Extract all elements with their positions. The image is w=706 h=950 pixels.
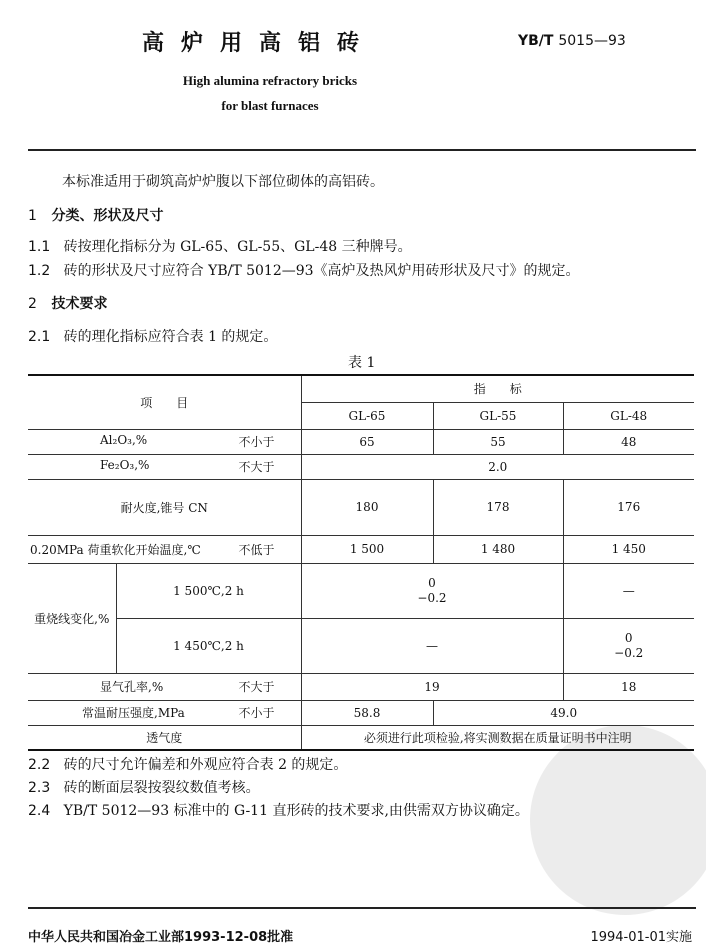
standard-number <box>518 33 626 49</box>
section-2-heading <box>28 293 108 313</box>
header-item: 项 目 <box>28 375 301 429</box>
row-ccs-label <box>28 700 301 725</box>
section-2-title: 技术要求 <box>51 296 108 312</box>
row-rul-cond: 不低于 <box>238 542 275 557</box>
row-permeability-value: 必须进行此项检验,将实测数据在质量证明书中注明 <box>301 725 694 750</box>
row-porosity-value: 19 <box>301 673 563 700</box>
clause-number: 2.3 <box>28 780 51 796</box>
row-ccs-name: 常温耐压强度,MPa <box>82 706 185 720</box>
row-porosity-name: 显气孔率,% <box>100 680 164 694</box>
clause-2-4 <box>28 800 529 820</box>
clause-number: 2.4 <box>28 803 51 819</box>
clause-number: 1.1 <box>28 239 51 255</box>
header-gl65: GL-65 <box>301 402 433 429</box>
clause-text: 砖的理化指标应符合表 1 的规定。 <box>63 329 278 345</box>
row-rul-gl48: 1 450 <box>563 535 694 563</box>
section-1-title: 分类、形状及尺寸 <box>51 208 164 224</box>
row-ccs-cond: 不小于 <box>238 706 275 720</box>
title-en-line2: for blast furnaces <box>221 98 319 113</box>
row-pl-sub1-value-a: 0 <box>428 575 436 590</box>
row-pl-sub2-value: — <box>301 618 563 673</box>
clause-text: YB/T 5012—93 标准中的 G-11 直形砖的技术要求,由供需双方协议确定。 <box>63 803 529 819</box>
clause-1-1 <box>28 236 412 256</box>
row-al2o3-cond: 不小于 <box>238 435 275 449</box>
clause-number: 1.2 <box>28 263 51 279</box>
row-refractoriness-label: 耐火度,锥号 CN <box>28 479 301 535</box>
document-title-en <box>170 68 370 118</box>
row-pl-sub1-value-b: −0.2 <box>417 590 447 605</box>
clause-number: 2.1 <box>28 329 51 345</box>
document-title-cn: 高炉用高铝砖 <box>142 31 377 56</box>
row-fe2o3-name: Fe₂O₃,% <box>100 458 150 472</box>
row-ccs-gl65: 58.8 <box>301 700 433 725</box>
bottom-rule <box>28 907 696 909</box>
clause-text: 砖按理化指标分为 GL-65、GL-55、GL-48 三种牌号。 <box>63 239 412 255</box>
row-permeability-label: 透气度 <box>28 725 301 750</box>
row-al2o3-name: Al₂O₃,% <box>100 433 148 447</box>
clause-2-2 <box>28 754 347 774</box>
standard-prefix: YB/T <box>518 33 554 49</box>
table-1 <box>28 374 694 751</box>
row-al2o3-gl48: 48 <box>563 429 694 454</box>
table-1-caption: 表 1 <box>348 355 376 371</box>
row-refractoriness-gl55: 178 <box>433 479 563 535</box>
row-refractoriness-gl65: 180 <box>301 479 433 535</box>
header-index: 指 标 <box>301 375 694 402</box>
row-pl-sub2-label: 1 450℃,2 h <box>116 618 301 673</box>
row-al2o3-gl55: 55 <box>433 429 563 454</box>
footer-approved: 中华人民共和国冶金工业部1993-12-08批准 <box>28 930 294 945</box>
row-rul-label <box>28 535 301 563</box>
clause-text: 砖的形状及尺寸应符合 YB/T 5012—93《高炉及热风炉用砖形状及尺寸》的规定。 <box>63 263 580 279</box>
row-fe2o3-value: 2.0 <box>301 454 694 479</box>
section-2-number: 2 <box>28 296 37 312</box>
section-1-heading <box>28 205 164 225</box>
row-pl-sub2-gl48-b: −0.2 <box>614 645 644 660</box>
row-pl-sub1-gl48: — <box>563 563 694 618</box>
clause-number: 2.2 <box>28 757 51 773</box>
row-pl-sub2-gl48 <box>563 618 694 673</box>
row-porosity-gl48: 18 <box>563 673 694 700</box>
row-porosity-cond: 不大于 <box>238 680 275 694</box>
row-fe2o3-cond: 不大于 <box>238 460 275 474</box>
row-pl-sub1-value <box>301 563 563 618</box>
clause-1-2 <box>28 260 580 280</box>
clause-text: 砖的尺寸允许偏差和外观应符合表 2 的规定。 <box>63 757 348 773</box>
header-gl55: GL-55 <box>433 402 563 429</box>
row-al2o3-label <box>28 429 301 454</box>
top-rule <box>28 149 696 151</box>
row-al2o3-gl65: 65 <box>301 429 433 454</box>
row-rul-gl55: 1 480 <box>433 535 563 563</box>
row-porosity-label <box>28 673 301 700</box>
clause-2-1 <box>28 326 277 346</box>
row-pl-sub2-gl48-a: 0 <box>624 630 633 645</box>
row-fe2o3-label <box>28 454 301 479</box>
footer-implemented: 1994-01-01实施 <box>590 930 692 945</box>
section-1-number: 1 <box>28 208 37 224</box>
header-gl48: GL-48 <box>563 402 694 429</box>
row-ccs-value: 49.0 <box>433 700 694 725</box>
row-rul-gl65: 1 500 <box>301 535 433 563</box>
row-pl-sub1-label: 1 500℃,2 h <box>116 563 301 618</box>
clause-2-3 <box>28 777 260 797</box>
intro-paragraph: 本标准适用于砌筑高炉炉腹以下部位砌体的高铝砖。 <box>62 174 384 190</box>
row-refractoriness-gl48: 176 <box>563 479 694 535</box>
watermark-seal <box>530 725 706 915</box>
standard-code: 5015—93 <box>558 33 626 49</box>
title-en-line1: High alumina refractory bricks <box>182 73 358 88</box>
row-pl-label: 重烧线变化,% <box>28 563 116 673</box>
row-rul-name: 0.20MPa 荷重软化开始温度,℃ <box>30 542 201 557</box>
clause-text: 砖的断面层裂按裂纹数值考核。 <box>63 780 260 796</box>
